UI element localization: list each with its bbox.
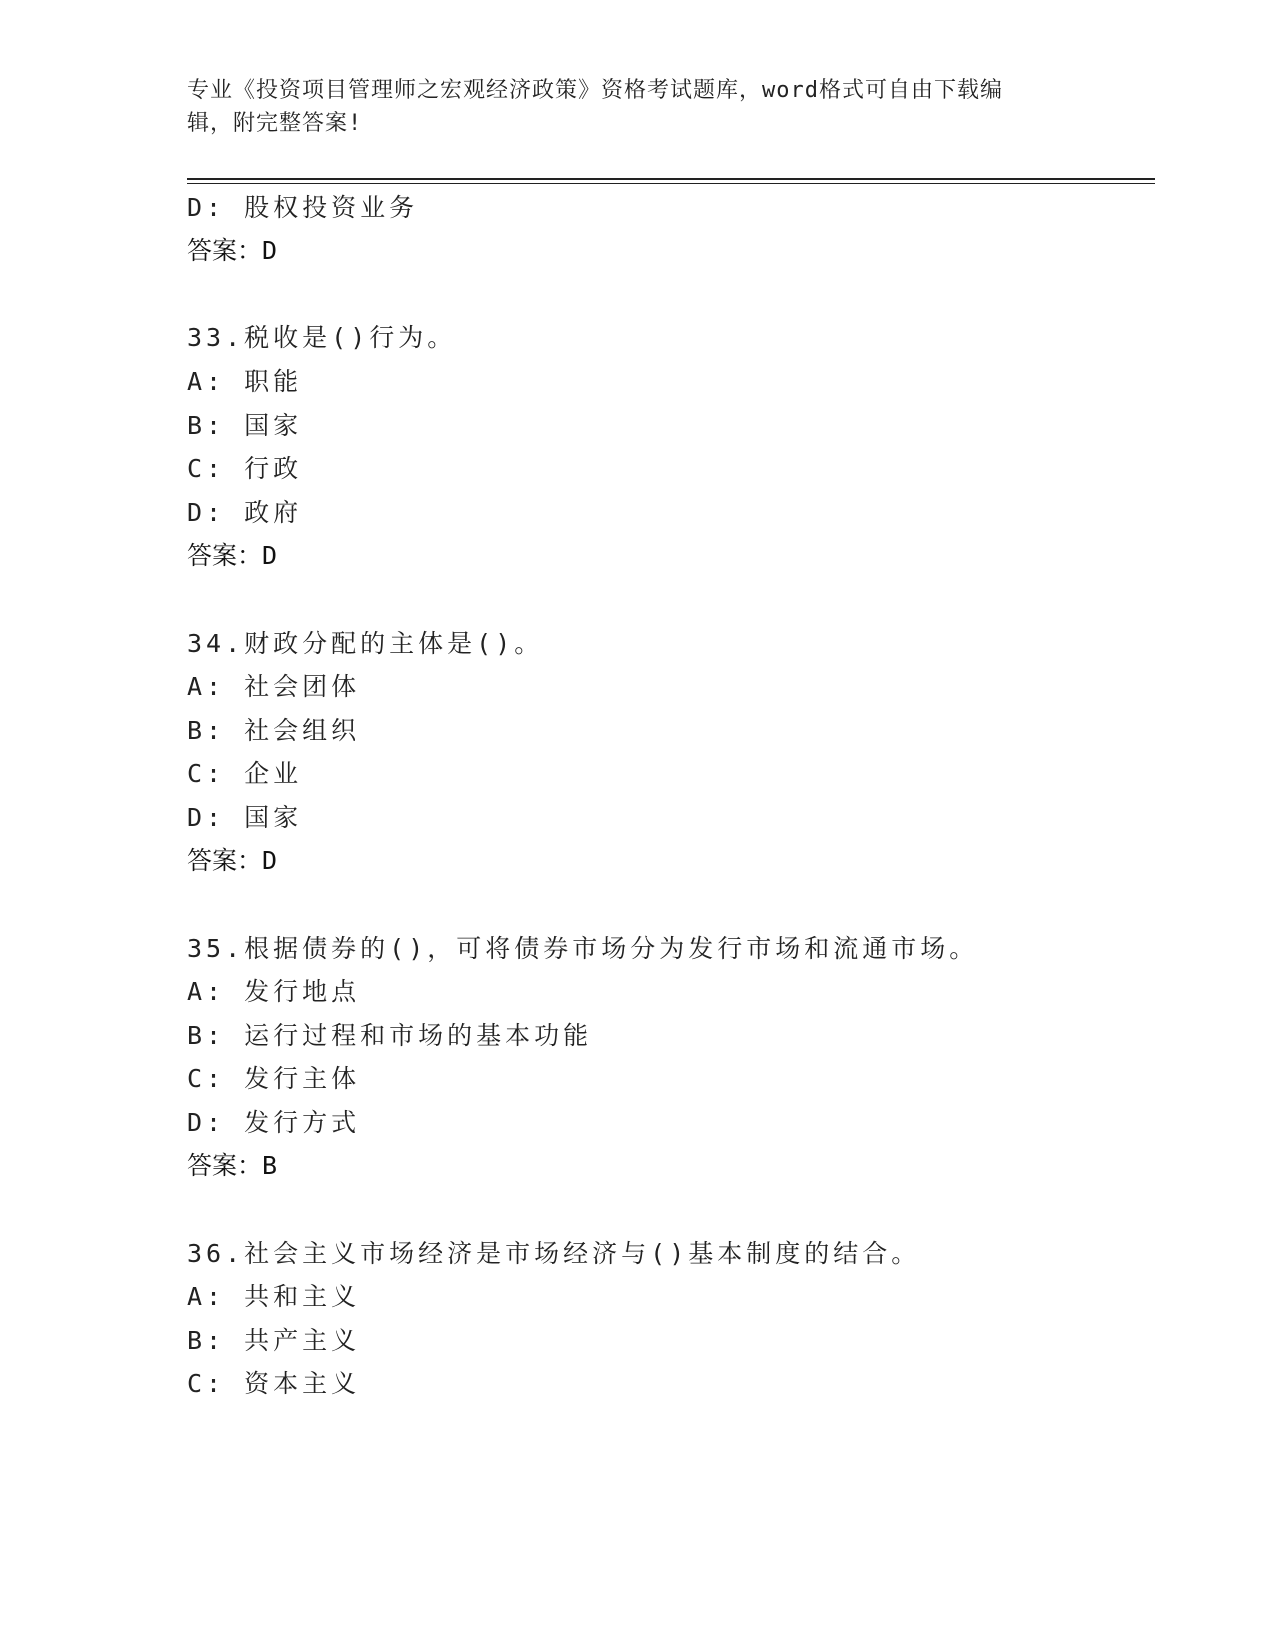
header-line-1: 专业《投资项目管理师之宏观经济政策》资格考试题库，word格式可自由下载编 xyxy=(187,78,1003,103)
question-34-option-c: C: 企业 xyxy=(187,759,303,788)
answer-label: 答案： xyxy=(187,846,263,875)
answer-label: 答案： xyxy=(187,541,263,570)
question-36-option-b: B: 共产主义 xyxy=(187,1326,361,1355)
question-33-option-d: D: 政府 xyxy=(187,498,303,527)
question-35-option-c: C: 发行主体 xyxy=(187,1064,361,1093)
document-header xyxy=(187,74,1087,140)
question-35-answer xyxy=(187,1151,277,1181)
prev-option-d: D: 股权投资业务 xyxy=(187,193,419,222)
answer-value: D xyxy=(262,236,278,265)
question-33-option-b: B: 国家 xyxy=(187,411,303,440)
question-35-option-b: B: 运行过程和市场的基本功能 xyxy=(187,1021,593,1050)
question-34-stem: 34.财政分配的主体是()。 xyxy=(187,629,544,658)
question-33-option-c: C: 行政 xyxy=(187,454,303,483)
answer-value: D xyxy=(262,541,278,570)
question-35-option-d: D: 发行方式 xyxy=(187,1108,361,1137)
question-33-option-a: A: 职能 xyxy=(187,367,303,396)
prev-answer xyxy=(187,236,277,266)
question-34-option-d: D: 国家 xyxy=(187,803,303,832)
question-34-answer xyxy=(187,846,277,876)
question-36-option-a: A: 共和主义 xyxy=(187,1282,361,1311)
question-34-option-b: B: 社会组织 xyxy=(187,716,361,745)
question-35-stem: 35.根据债券的()，可将债券市场分为发行市场和流通市场。 xyxy=(187,934,979,963)
question-35-option-a: A: 发行地点 xyxy=(187,977,361,1006)
header-divider-thin xyxy=(187,183,1155,184)
question-33-stem: 33.税收是()行为。 xyxy=(187,323,457,352)
answer-label: 答案： xyxy=(187,1151,263,1180)
answer-label: 答案： xyxy=(187,236,263,265)
header-divider-thick xyxy=(187,178,1155,180)
question-33-answer xyxy=(187,541,277,571)
question-36-option-c: C: 资本主义 xyxy=(187,1369,361,1398)
question-34-option-a: A: 社会团体 xyxy=(187,672,361,701)
answer-value: D xyxy=(262,846,278,875)
question-36-stem: 36.社会主义市场经济是市场经济与()基本制度的结合。 xyxy=(187,1239,921,1268)
answer-value: B xyxy=(262,1151,278,1180)
header-line-2: 辑，附完整答案! xyxy=(187,111,363,136)
